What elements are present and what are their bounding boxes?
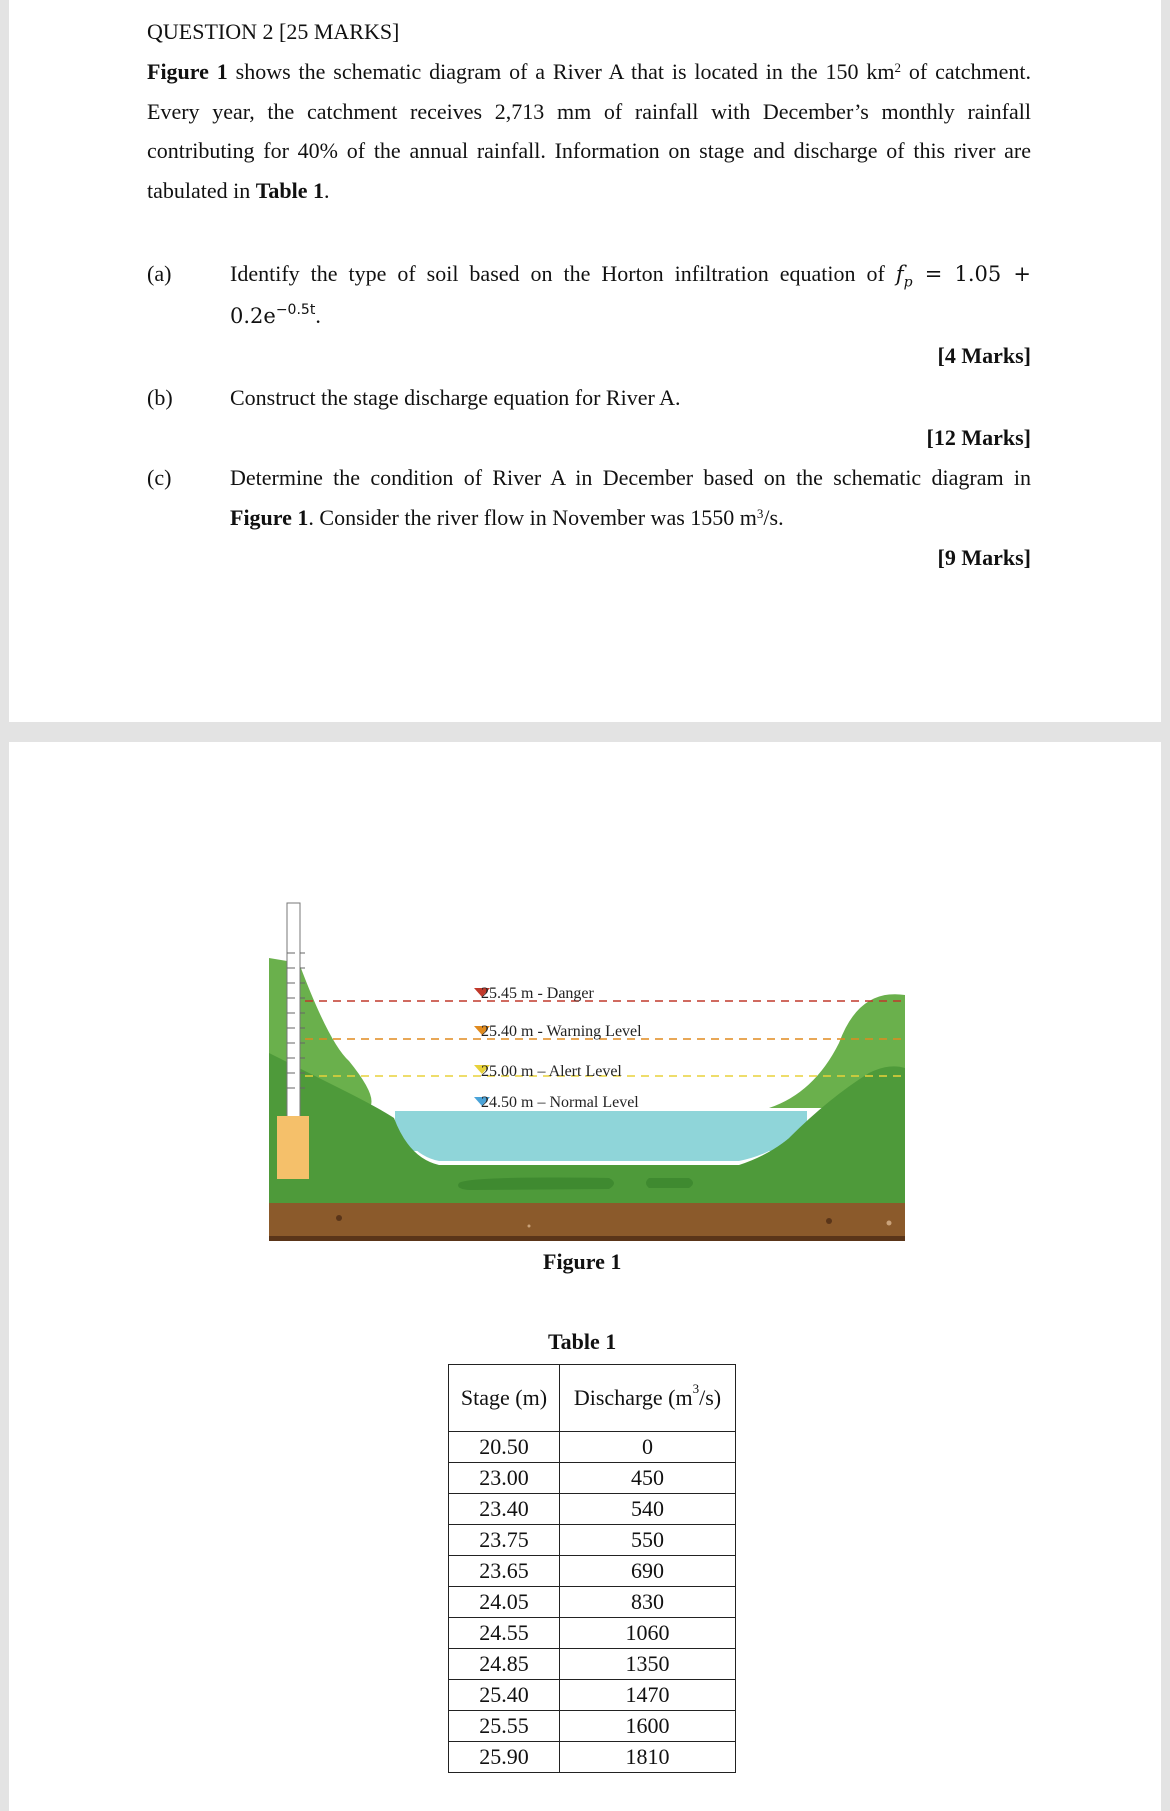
part-a-label: (a) — [147, 261, 172, 286]
river-water-body — [395, 1111, 807, 1161]
part-a-equation-line2: $0.2e^{-0.5t}$. — [230, 302, 321, 328]
table-row — [449, 1587, 736, 1618]
part-c-marks: [9 Marks] — [937, 545, 1031, 570]
question-intro: Figure 1 shows the schematic diagram of a River A that is located in the 150 $km^2$ of catchment. Every year, the catchment receives 2,713 mm of rainfall with December’s monthly rainfall contributing for 40% of the annual rainfall. Information on stage and discharge of this river are tabulated in Table 1. — [147, 59, 1031, 203]
question-heading: QUESTION 2 [25 MARKS] — [147, 19, 400, 44]
part-c-label: (c) — [147, 465, 172, 490]
part-a-marks: [4 Marks] — [937, 343, 1031, 368]
discharge-cell: 1060 — [560, 1618, 736, 1649]
discharge-cell: 450 — [560, 1463, 736, 1494]
table-row — [449, 1463, 736, 1494]
alert-level-label: 25.00 m – Alert Level — [481, 1063, 622, 1080]
table-caption: Table 1 — [548, 1329, 617, 1354]
figure-ref: Figure 1 — [147, 59, 228, 84]
normal-level-label: 24.50 m – Normal Level — [481, 1094, 639, 1111]
stage-cell: 23.75 — [449, 1525, 560, 1556]
table-row — [449, 1711, 736, 1742]
stage-cell: 23.40 — [449, 1494, 560, 1525]
stage-cell: 25.90 — [449, 1742, 560, 1773]
soil-layer — [269, 1203, 905, 1239]
table-row — [449, 1494, 736, 1525]
header-discharge: Discharge $(m^3/s)$ — [560, 1365, 736, 1432]
warning-level-label: 25.40 m - Warning Level — [481, 1023, 642, 1040]
table-row — [449, 1742, 736, 1773]
table-ref: Table 1 — [255, 177, 325, 203]
stage-cell: 24.55 — [449, 1618, 560, 1649]
header-stage: Stage (m) — [449, 1365, 560, 1432]
stage-cell: 24.85 — [449, 1649, 560, 1680]
discharge-cell: 540 — [560, 1494, 736, 1525]
stage-cell: 25.55 — [449, 1711, 560, 1742]
part-c-text: Determine the condition of River A in December based on the schematic diagram in Figure 1. Consider the river flow in November was 1550 $m^3/s$. — [230, 465, 1031, 530]
discharge-cell: 1810 — [560, 1742, 736, 1773]
staff-gauge-base — [277, 1116, 309, 1179]
page-1 — [9, 0, 1161, 722]
stage-cell: 20.50 — [449, 1432, 560, 1463]
discharge-cell: 1350 — [560, 1649, 736, 1680]
part-b-label: (b) — [147, 385, 173, 410]
stage-cell: 23.65 — [449, 1556, 560, 1587]
stage-discharge-table — [448, 1364, 736, 1773]
table-row — [449, 1680, 736, 1711]
stage-cell: 23.00 — [449, 1463, 560, 1494]
table-row — [449, 1649, 736, 1680]
danger-level-label: 25.45 m - Danger — [481, 985, 594, 1002]
discharge-cell: 1470 — [560, 1680, 736, 1711]
part-b-text: Construct the stage discharge equation for River A. — [230, 385, 681, 410]
table-row — [449, 1618, 736, 1649]
table-row — [449, 1556, 736, 1587]
page-2 — [9, 742, 1161, 1811]
stage-cell: 24.05 — [449, 1587, 560, 1618]
table-header-row — [449, 1365, 736, 1432]
table-row — [449, 1525, 736, 1556]
discharge-cell: 690 — [560, 1556, 736, 1587]
discharge-cell: 1600 — [560, 1711, 736, 1742]
discharge-cell: 0 — [560, 1432, 736, 1463]
stage-cell: 25.40 — [449, 1680, 560, 1711]
part-b-marks: [12 Marks] — [926, 425, 1031, 450]
part-a-text: Identify the type of soil based on the Horton infiltration equation of $f_p = 1.05$ + — [230, 261, 1031, 291]
table-row — [449, 1432, 736, 1463]
figure-caption: Figure 1 — [543, 1249, 622, 1274]
discharge-cell: 830 — [560, 1587, 736, 1618]
river-schematic-diagram — [269, 893, 905, 1241]
discharge-cell: 550 — [560, 1525, 736, 1556]
